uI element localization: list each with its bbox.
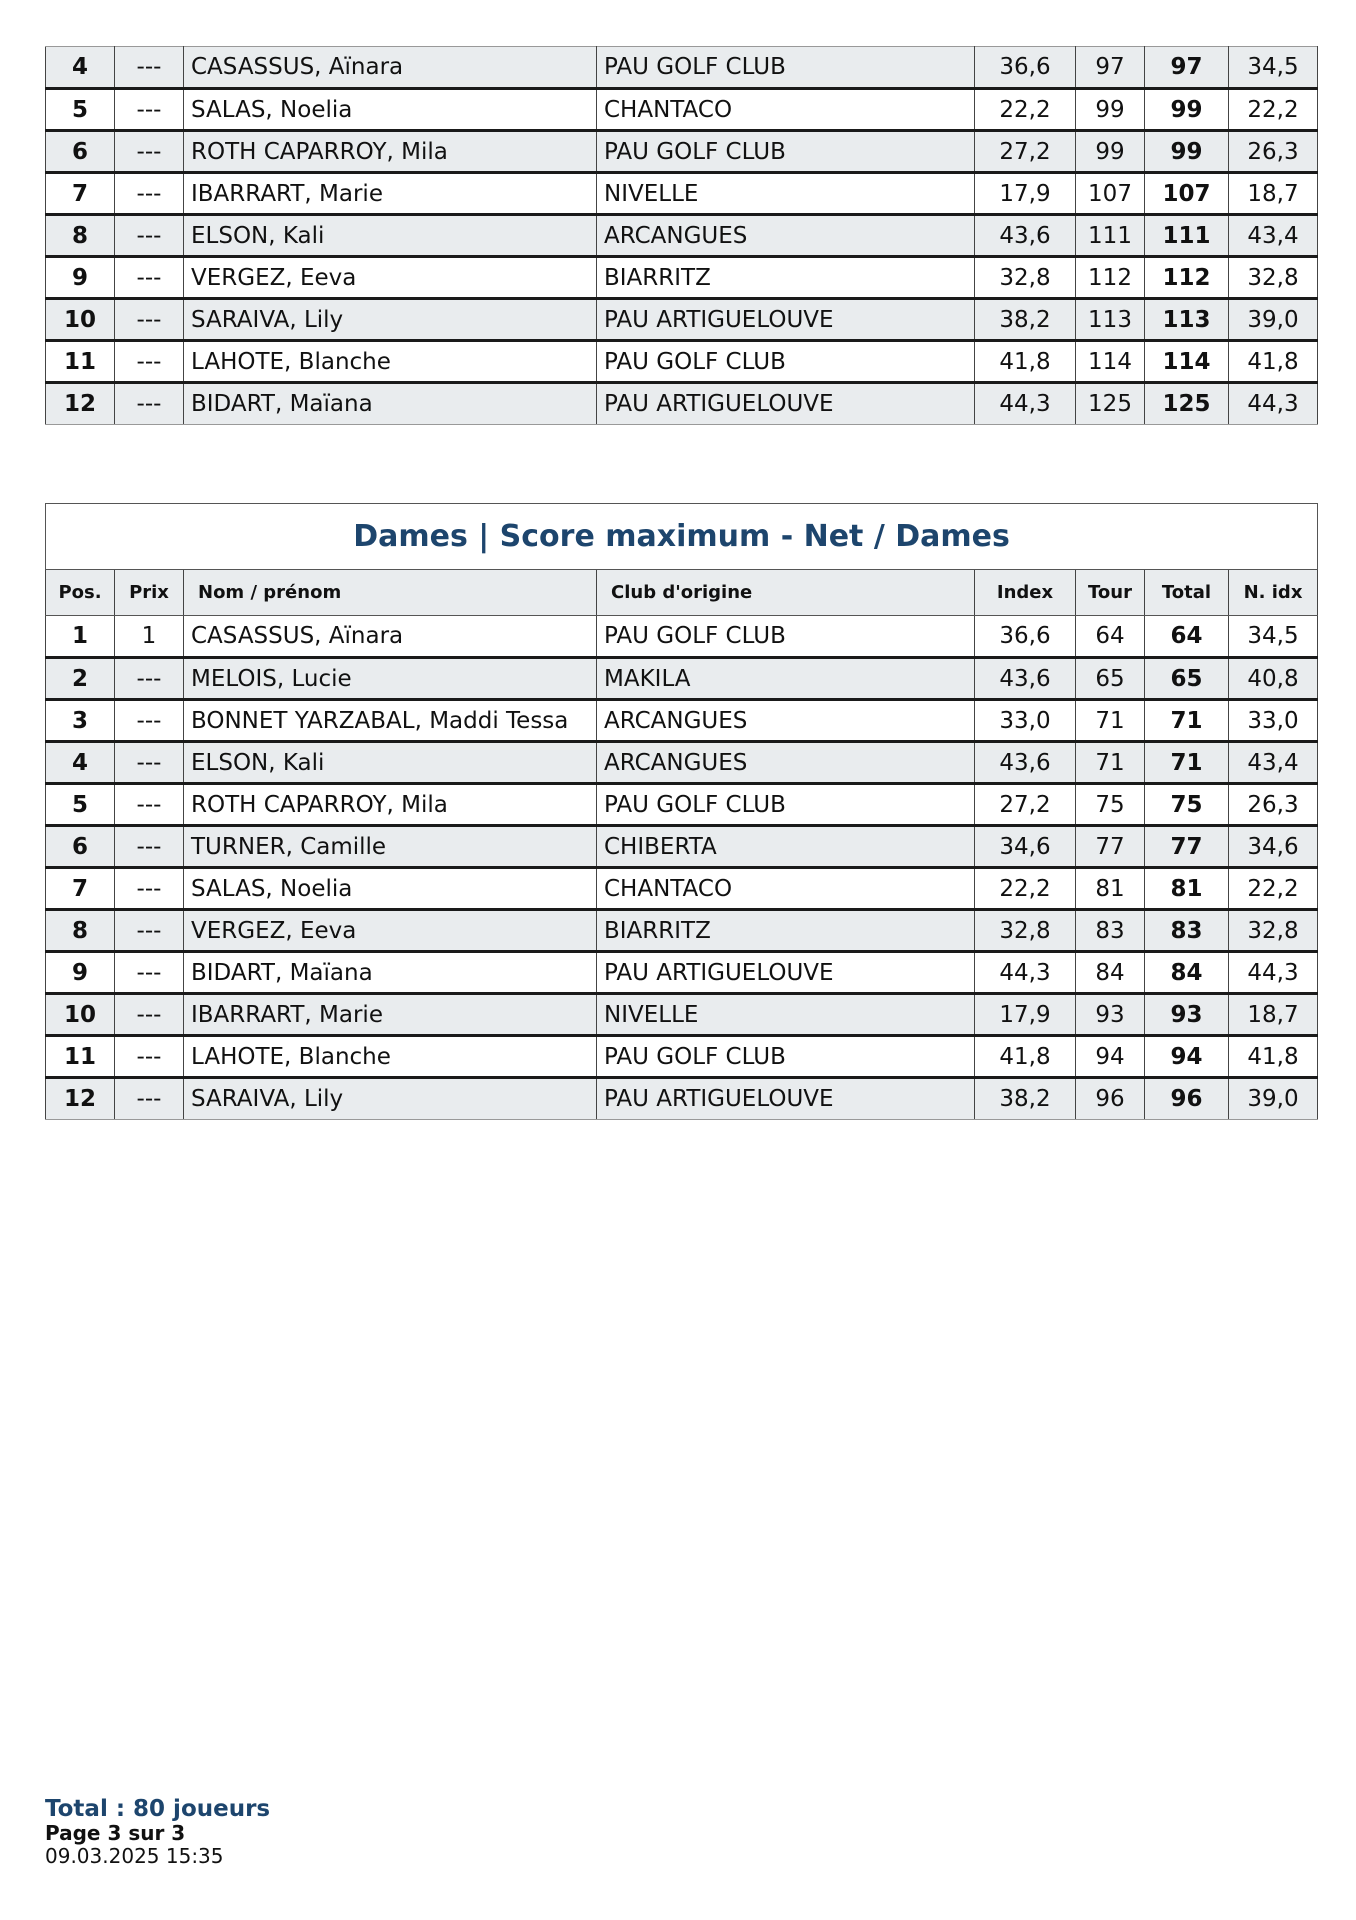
cell-index: 22,2 [975,89,1076,131]
cell-prix: --- [115,47,184,89]
cell-name: ROTH CAPARROY, Mila [184,784,597,826]
table-title: Dames | Score maximum - Net / Dames [46,504,1318,570]
cell-nidx: 32,8 [1229,910,1318,952]
cell-tour: 107 [1076,173,1145,215]
cell-tour: 96 [1076,1078,1145,1120]
cell-nidx: 39,0 [1229,1078,1318,1120]
cell-nidx: 43,4 [1229,215,1318,257]
cell-name: LAHOTE, Blanche [184,341,597,383]
cell-nidx: 44,3 [1229,383,1318,425]
cell-club: CHANTACO [597,868,975,910]
cell-pos: 4 [46,47,115,89]
cell-total: 77 [1145,826,1229,868]
cell-tour: 112 [1076,257,1145,299]
cell-club: PAU GOLF CLUB [597,47,975,89]
page-number: Page 3 sur 3 [45,1821,186,1845]
cell-nidx: 41,8 [1229,1036,1318,1078]
cell-pos: 3 [46,700,115,742]
cell-nidx: 41,8 [1229,341,1318,383]
cell-tour: 99 [1076,131,1145,173]
cell-prix: --- [115,826,184,868]
header-nidx: N. idx [1229,570,1318,616]
table-row [46,131,1318,173]
header-club: Club d'origine [597,570,975,616]
cell-club: NIVELLE [597,173,975,215]
cell-pos: 6 [46,131,115,173]
cell-pos: 5 [46,784,115,826]
cell-name: ROTH CAPARROY, Mila [184,131,597,173]
cell-name: CASASSUS, Aïnara [184,616,597,658]
cell-nidx: 39,0 [1229,299,1318,341]
results-table-body [46,47,1318,425]
cell-prix: --- [115,658,184,700]
cell-tour: 114 [1076,341,1145,383]
cell-club: PAU ARTIGUELOUVE [597,299,975,341]
cell-club: PAU GOLF CLUB [597,616,975,658]
cell-tour: 99 [1076,89,1145,131]
cell-tour: 64 [1076,616,1145,658]
cell-index: 41,8 [975,341,1076,383]
cell-index: 27,2 [975,784,1076,826]
cell-tour: 111 [1076,215,1145,257]
cell-prix: --- [115,173,184,215]
cell-nidx: 34,6 [1229,826,1318,868]
table-row [46,658,1318,700]
cell-club: PAU GOLF CLUB [597,1036,975,1078]
cell-nidx: 40,8 [1229,658,1318,700]
cell-pos: 7 [46,868,115,910]
cell-name: BONNET YARZABAL, Maddi Tessa [184,700,597,742]
cell-club: PAU ARTIGUELOUVE [597,952,975,994]
cell-index: 38,2 [975,1078,1076,1120]
cell-pos: 7 [46,173,115,215]
table-row [46,341,1318,383]
table-row [46,89,1318,131]
cell-total: 99 [1145,131,1229,173]
cell-total: 75 [1145,784,1229,826]
cell-name: ELSON, Kali [184,742,597,784]
cell-prix: --- [115,952,184,994]
cell-index: 34,6 [975,826,1076,868]
table-header-row [46,570,1318,616]
table-row [46,784,1318,826]
cell-tour: 84 [1076,952,1145,994]
player-total: Total : 80 joueurs [45,1796,271,1822]
cell-name: SALAS, Noelia [184,868,597,910]
cell-prix: --- [115,299,184,341]
cell-total: 93 [1145,994,1229,1036]
cell-tour: 71 [1076,742,1145,784]
cell-club: NIVELLE [597,994,975,1036]
header-tour: Tour [1076,570,1145,616]
cell-total: 83 [1145,910,1229,952]
cell-pos: 2 [46,658,115,700]
cell-prix: --- [115,700,184,742]
cell-prix: --- [115,994,184,1036]
cell-total: 96 [1145,1078,1229,1120]
cell-index: 36,6 [975,47,1076,89]
cell-club: PAU ARTIGUELOUVE [597,383,975,425]
cell-name: CASASSUS, Aïnara [184,47,597,89]
cell-tour: 77 [1076,826,1145,868]
cell-prix: --- [115,257,184,299]
table-row [46,215,1318,257]
cell-nidx: 43,4 [1229,742,1318,784]
table-row [46,383,1318,425]
cell-total: 112 [1145,257,1229,299]
cell-total: 81 [1145,868,1229,910]
cell-prix: --- [115,1078,184,1120]
cell-name: IBARRART, Marie [184,173,597,215]
results-table-dames-net [45,503,1318,1120]
table-row [46,1078,1318,1120]
cell-nidx: 18,7 [1229,994,1318,1036]
header-pos: Pos. [46,570,115,616]
cell-total: 64 [1145,616,1229,658]
cell-nidx: 34,5 [1229,616,1318,658]
table-row [46,47,1318,89]
cell-prix: --- [115,383,184,425]
cell-index: 17,9 [975,173,1076,215]
cell-prix: --- [115,215,184,257]
cell-nidx: 22,2 [1229,89,1318,131]
cell-tour: 71 [1076,700,1145,742]
cell-nidx: 18,7 [1229,173,1318,215]
cell-index: 36,6 [975,616,1076,658]
cell-index: 43,6 [975,215,1076,257]
cell-tour: 83 [1076,910,1145,952]
cell-pos: 5 [46,89,115,131]
cell-name: IBARRART, Marie [184,994,597,1036]
table-row [46,910,1318,952]
header-index: Index [975,570,1076,616]
table-row [46,742,1318,784]
cell-index: 44,3 [975,383,1076,425]
cell-tour: 97 [1076,47,1145,89]
cell-tour: 81 [1076,868,1145,910]
header-name: Nom / prénom [184,570,597,616]
cell-pos: 10 [46,299,115,341]
table-row [46,868,1318,910]
page-footer [45,1796,270,1868]
cell-club: PAU GOLF CLUB [597,784,975,826]
results-table-continued [45,46,1318,425]
cell-prix: --- [115,131,184,173]
cell-tour: 75 [1076,784,1145,826]
cell-pos: 9 [46,952,115,994]
cell-name: BIDART, Maïana [184,952,597,994]
cell-club: ARCANGUES [597,742,975,784]
header-prix: Prix [115,570,184,616]
cell-total: 65 [1145,658,1229,700]
cell-prix: --- [115,1036,184,1078]
cell-nidx: 22,2 [1229,868,1318,910]
cell-club: CHIBERTA [597,826,975,868]
cell-total: 97 [1145,47,1229,89]
cell-total: 125 [1145,383,1229,425]
cell-pos: 1 [46,616,115,658]
table-row [46,952,1318,994]
cell-tour: 125 [1076,383,1145,425]
cell-nidx: 32,8 [1229,257,1318,299]
cell-name: SARAIVA, Lily [184,1078,597,1120]
cell-pos: 12 [46,383,115,425]
cell-club: PAU GOLF CLUB [597,131,975,173]
cell-nidx: 26,3 [1229,131,1318,173]
cell-pos: 10 [46,994,115,1036]
cell-total: 71 [1145,700,1229,742]
cell-total: 107 [1145,173,1229,215]
cell-name: TURNER, Camille [184,826,597,868]
cell-prix: --- [115,341,184,383]
cell-club: PAU GOLF CLUB [597,341,975,383]
cell-prix: 1 [115,616,184,658]
cell-club: BIARRITZ [597,910,975,952]
cell-tour: 94 [1076,1036,1145,1078]
cell-name: BIDART, Maïana [184,383,597,425]
cell-index: 17,9 [975,994,1076,1036]
cell-pos: 8 [46,910,115,952]
cell-prix: --- [115,742,184,784]
cell-name: VERGEZ, Eeva [184,910,597,952]
cell-tour: 93 [1076,994,1145,1036]
cell-name: VERGEZ, Eeva [184,257,597,299]
cell-prix: --- [115,89,184,131]
cell-name: SALAS, Noelia [184,89,597,131]
cell-total: 113 [1145,299,1229,341]
cell-total: 71 [1145,742,1229,784]
cell-tour: 113 [1076,299,1145,341]
cell-index: 27,2 [975,131,1076,173]
cell-total: 111 [1145,215,1229,257]
cell-index: 44,3 [975,952,1076,994]
cell-total: 99 [1145,89,1229,131]
print-timestamp: 09.03.2025 15:35 [45,1844,224,1868]
cell-prix: --- [115,784,184,826]
cell-nidx: 26,3 [1229,784,1318,826]
cell-pos: 9 [46,257,115,299]
cell-index: 32,8 [975,257,1076,299]
cell-pos: 4 [46,742,115,784]
cell-name: LAHOTE, Blanche [184,1036,597,1078]
cell-total: 94 [1145,1036,1229,1078]
cell-name: MELOIS, Lucie [184,658,597,700]
table-row [46,700,1318,742]
header-total: Total [1145,570,1229,616]
cell-total: 114 [1145,341,1229,383]
table-row [46,299,1318,341]
cell-index: 33,0 [975,700,1076,742]
table-row [46,257,1318,299]
cell-total: 84 [1145,952,1229,994]
cell-club: ARCANGUES [597,215,975,257]
cell-club: CHANTACO [597,89,975,131]
cell-club: ARCANGUES [597,700,975,742]
cell-nidx: 44,3 [1229,952,1318,994]
table-row [46,616,1318,658]
cell-prix: --- [115,868,184,910]
cell-pos: 12 [46,1078,115,1120]
cell-nidx: 33,0 [1229,700,1318,742]
cell-index: 38,2 [975,299,1076,341]
table-row [46,1036,1318,1078]
cell-tour: 65 [1076,658,1145,700]
cell-club: MAKILA [597,658,975,700]
cell-pos: 11 [46,1036,115,1078]
cell-name: SARAIVA, Lily [184,299,597,341]
cell-index: 43,6 [975,742,1076,784]
cell-index: 41,8 [975,1036,1076,1078]
table-row [46,173,1318,215]
results-table-body [46,616,1318,1120]
cell-prix: --- [115,910,184,952]
cell-pos: 6 [46,826,115,868]
cell-name: ELSON, Kali [184,215,597,257]
cell-index: 43,6 [975,658,1076,700]
cell-club: PAU ARTIGUELOUVE [597,1078,975,1120]
cell-pos: 11 [46,341,115,383]
cell-nidx: 34,5 [1229,47,1318,89]
cell-club: BIARRITZ [597,257,975,299]
table-row [46,826,1318,868]
cell-pos: 8 [46,215,115,257]
table-row [46,994,1318,1036]
cell-index: 22,2 [975,868,1076,910]
cell-index: 32,8 [975,910,1076,952]
